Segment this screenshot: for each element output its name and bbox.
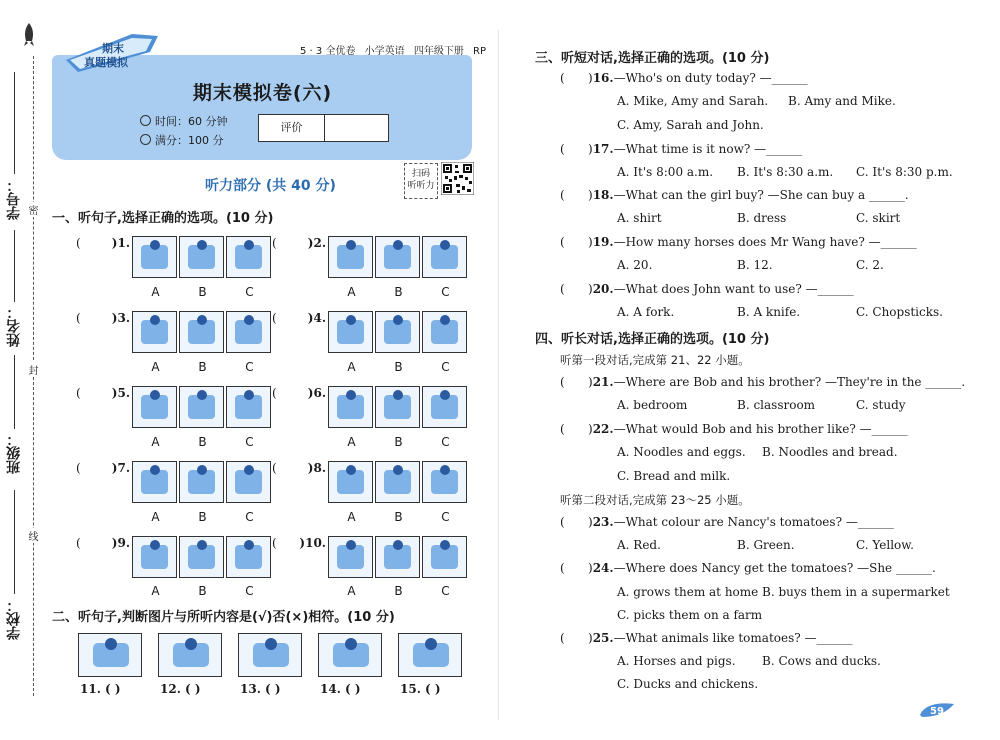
option-a[interactable]: A. shirt: [617, 211, 662, 225]
option-a[interactable]: A. bedroom: [617, 398, 688, 412]
picture-question-5: [76, 386, 273, 428]
question-number: )3.: [111, 311, 130, 325]
option-a[interactable]: A. It's 8:00 a.m.: [617, 165, 714, 179]
option-letters: A B C: [347, 584, 450, 598]
question-number: )2.: [307, 236, 326, 250]
answer-paren[interactable]: (: [560, 235, 565, 249]
option-c[interactable]: C. study: [856, 398, 906, 412]
question-number: )10.: [299, 536, 326, 550]
picture-option-b[interactable]: [179, 461, 224, 503]
question-number: 22.: [592, 422, 614, 436]
question-22: ( )22.—What would Bob and his brother like? —______: [560, 422, 908, 436]
answer-paren[interactable]: (: [560, 142, 565, 156]
option-c[interactable]: C. Ducks and chickens.: [617, 677, 759, 691]
answer-paren[interactable]: (: [560, 71, 565, 85]
picture-question-2: [272, 236, 469, 278]
option-c[interactable]: C. Yellow.: [856, 538, 914, 552]
question-number: 23.: [592, 515, 614, 529]
badge-line1: 期末: [102, 42, 124, 55]
name-label: 姓名：: [6, 305, 22, 347]
picture-option-a[interactable]: [328, 386, 373, 428]
question-text: —What animals like tomatoes? —______: [613, 631, 853, 645]
exam-time-text: 时间：60 分钟: [155, 115, 228, 128]
seal-mark: 线: [27, 528, 40, 543]
class-blank[interactable]: [14, 355, 15, 429]
picture-option-c[interactable]: [226, 461, 271, 503]
exam-time: [140, 113, 228, 129]
picture-option-a[interactable]: [132, 461, 177, 503]
option-b[interactable]: B. Green.: [737, 538, 795, 552]
section3-heading: 三、听短对话,选择正确的选项。(10 分): [535, 51, 770, 66]
section1-heading: 一、听句子,选择正确的选项。(10 分): [52, 211, 274, 226]
question-16: ( )16.—Who's on duty today? —______: [560, 71, 808, 85]
judge-picture[interactable]: [78, 633, 142, 677]
question-25: ( )25.—What animals like tomatoes? —______: [560, 631, 853, 645]
answer-paren[interactable]: (: [560, 282, 565, 296]
exam-score-text: 满分：100 分: [155, 134, 224, 147]
picture-option-b[interactable]: [375, 236, 420, 278]
picture-option-b[interactable]: [375, 386, 420, 428]
option-a[interactable]: A. Horses and pigs.: [617, 654, 736, 668]
picture-option-c[interactable]: [422, 386, 467, 428]
option-letters: A B C: [151, 510, 254, 524]
grade-label: 评价: [259, 115, 325, 141]
question-text: —What can the girl buy? —She can buy a ______.: [613, 188, 909, 202]
scan-line1: 扫码: [411, 169, 430, 179]
question-text: —Where are Bob and his brother? —They're in the ______.: [613, 375, 966, 389]
option-c[interactable]: C. Amy, Sarah and John.: [617, 118, 764, 132]
question-number: )5.: [111, 386, 130, 400]
seal-mark: 封: [27, 362, 40, 377]
picture-question-3: [76, 311, 273, 353]
grade-box: [258, 114, 389, 142]
option-c[interactable]: C. Bread and milk.: [617, 469, 731, 483]
picture-option-c[interactable]: [422, 236, 467, 278]
answer-paren[interactable]: (: [76, 461, 81, 475]
picture-question-6: [272, 386, 469, 428]
picture-option-c[interactable]: [422, 461, 467, 503]
page-number: 59: [930, 706, 944, 717]
dialogue-1-instruction: 听第一段对话,完成第 21、22 小题。: [560, 353, 750, 367]
question-21: ( )21.—Where are Bob and his brother? —They're in the ______.: [560, 375, 966, 389]
series-grade: 四年级下册: [413, 46, 464, 57]
answer-paren[interactable]: (: [272, 536, 277, 550]
option-letters: A B C: [151, 584, 254, 598]
option-a[interactable]: A. Noodles and eggs.: [617, 445, 746, 459]
picture-option-c[interactable]: [226, 536, 271, 578]
option-c[interactable]: C. 2.: [856, 258, 884, 272]
picture-option-a[interactable]: [132, 236, 177, 278]
picture-option-b[interactable]: [375, 536, 420, 578]
page-number-badge: [918, 701, 956, 719]
answer-paren[interactable]: (: [560, 375, 565, 389]
qr-code-icon[interactable]: [441, 162, 474, 195]
seal-mark: 密: [27, 202, 40, 217]
name-blank[interactable]: [14, 230, 15, 302]
badge-line2: 真题模拟: [84, 56, 128, 69]
picture-option-c[interactable]: [226, 236, 271, 278]
picture-option-b[interactable]: [179, 536, 224, 578]
question-number: 18.: [592, 188, 614, 202]
picture-question-1: [76, 236, 273, 278]
option-b[interactable]: B. Cows and ducks.: [762, 654, 881, 668]
question-23: ( )23.—What colour are Nancy's tomatoes? —______: [560, 515, 894, 529]
option-letters: A B C: [347, 435, 450, 449]
series-name: 5 · 3 全优卷: [300, 46, 356, 57]
answer-paren[interactable]: (: [560, 631, 565, 645]
option-letters: A B C: [151, 285, 254, 299]
picture-option-a[interactable]: [328, 311, 373, 353]
grade-field[interactable]: [325, 115, 388, 141]
column-divider: [498, 30, 499, 720]
question-19: ( )19.—How many horses does Mr Wang have? —______: [560, 235, 917, 249]
school-label: 学校：: [6, 598, 22, 640]
judge-picture[interactable]: [238, 633, 302, 677]
question-number: 16.: [592, 71, 614, 85]
picture-option-a[interactable]: [328, 236, 373, 278]
school-blank[interactable]: [14, 490, 15, 594]
question-text: —What time is it now? —______: [613, 142, 803, 156]
picture-option-b[interactable]: [179, 386, 224, 428]
question-text: —What does John want to use? —______: [613, 282, 854, 296]
question-number: )4.: [307, 311, 326, 325]
option-letters: A B C: [347, 510, 450, 524]
option-a[interactable]: A. Mike, Amy and Sarah.: [617, 94, 769, 108]
binding-margin: [0, 0, 48, 740]
answer-paren[interactable]: (: [560, 561, 565, 575]
question-17: ( )17.—What time is it now? —______: [560, 142, 803, 156]
option-a[interactable]: A. Red.: [617, 538, 661, 552]
option-b[interactable]: B. classroom: [737, 398, 816, 412]
class-label: 班级：: [6, 432, 22, 474]
answer-paren[interactable]: (: [560, 515, 565, 529]
question-18: ( )18.—What can the girl buy? —She can buy a ______.: [560, 188, 909, 202]
listening-title: 听力部分 (共 40 分): [205, 178, 336, 194]
series-edition: RP: [473, 46, 486, 57]
picture-question-4: [272, 311, 469, 353]
option-b[interactable]: B. Noodles and bread.: [762, 445, 898, 459]
option-a[interactable]: A. A fork.: [617, 305, 675, 319]
question-number: )1.: [111, 236, 130, 250]
judge-picture[interactable]: [158, 633, 222, 677]
question-number: 21.: [592, 375, 614, 389]
option-b[interactable]: B. Amy and Mike.: [788, 94, 896, 108]
answer-paren[interactable]: (: [272, 461, 277, 475]
dialogue-2-instruction: 听第二段对话,完成第 23～25 小题。: [560, 493, 750, 507]
picture-option-a[interactable]: [132, 536, 177, 578]
judge-answer-13[interactable]: 13. ( ): [240, 682, 281, 696]
scan-hint: [404, 163, 438, 199]
section4-heading: 四、听长对话,选择正确的选项。(10 分): [535, 332, 770, 347]
answer-paren[interactable]: (: [76, 311, 81, 325]
question-20: ( )20.—What does John want to use? —______: [560, 282, 854, 296]
judge-answer-11[interactable]: 11. ( ): [80, 682, 121, 696]
option-c[interactable]: C. picks them on a farm: [617, 608, 763, 622]
picture-option-c[interactable]: [422, 536, 467, 578]
question-number: 19.: [592, 235, 614, 249]
picture-option-c[interactable]: [226, 311, 271, 353]
option-c[interactable]: C. skirt: [856, 211, 901, 225]
picture-option-b[interactable]: [375, 311, 420, 353]
picture-question-9: [76, 536, 273, 578]
picture-option-a[interactable]: [328, 461, 373, 503]
question-text: —Where does Nancy get the tomatoes? —She ______.: [613, 561, 936, 575]
picture-option-c[interactable]: [226, 386, 271, 428]
section2-heading: 二、听句子,判断图片与所听内容是(√)否(×)相符。(10 分): [52, 610, 395, 625]
option-b[interactable]: B. 12.: [737, 258, 773, 272]
question-text: —What colour are Nancy's tomatoes? —______: [613, 515, 894, 529]
judge-picture[interactable]: [398, 633, 462, 677]
series-subject: 小学英语: [364, 46, 405, 57]
judge-picture[interactable]: [318, 633, 382, 677]
picture-option-b[interactable]: [375, 461, 420, 503]
option-b[interactable]: B. dress: [737, 211, 787, 225]
option-letters: A B C: [347, 285, 450, 299]
question-number: )8.: [307, 461, 326, 475]
rocket-badge-icon: [62, 30, 162, 74]
question-text: —How many horses does Mr Wang have? —______: [613, 235, 917, 249]
option-c[interactable]: C. It's 8:30 p.m.: [856, 165, 953, 179]
check-circle-icon: [140, 134, 151, 145]
question-24: ( )24.—Where does Nancy get the tomatoes? —She ______.: [560, 561, 936, 575]
picture-question-7: [76, 461, 273, 503]
scan-line2: 听听力: [407, 181, 435, 191]
answer-paren[interactable]: (: [272, 386, 277, 400]
question-number: )6.: [307, 386, 326, 400]
picture-question-10: [272, 536, 469, 578]
option-letters: A B C: [347, 360, 450, 374]
clock-icon: [140, 115, 151, 126]
answer-paren[interactable]: (: [560, 188, 565, 202]
page-title: 期末模拟卷(六): [192, 82, 333, 104]
option-b[interactable]: B. buys them in a supermarket: [762, 585, 950, 599]
answer-paren[interactable]: (: [272, 236, 277, 250]
answer-paren[interactable]: (: [76, 536, 81, 550]
question-number: )7.: [111, 461, 130, 475]
picture-option-a[interactable]: [132, 311, 177, 353]
series-info: [300, 42, 492, 57]
question-number: )9.: [111, 536, 130, 550]
picture-option-b[interactable]: [179, 236, 224, 278]
question-number: 20.: [592, 282, 614, 296]
picture-option-b[interactable]: [179, 311, 224, 353]
option-b[interactable]: B. It's 8:30 a.m.: [737, 165, 834, 179]
picture-option-a[interactable]: [132, 386, 177, 428]
picture-option-c[interactable]: [422, 311, 467, 353]
picture-option-a[interactable]: [328, 536, 373, 578]
option-c[interactable]: C. Chopsticks.: [856, 305, 943, 319]
question-text: —Who's on duty today? —______: [613, 71, 808, 85]
option-b[interactable]: B. A knife.: [737, 305, 801, 319]
answer-paren[interactable]: (: [76, 236, 81, 250]
student-number-label: 学号：: [6, 178, 22, 220]
option-letters: A B C: [151, 360, 254, 374]
option-letters: A B C: [151, 435, 254, 449]
answer-paren[interactable]: (: [560, 422, 565, 436]
question-text: —What would Bob and his brother like? —______: [613, 422, 908, 436]
judge-answer-15[interactable]: 15. ( ): [400, 682, 441, 696]
rocket-icon: [22, 22, 36, 48]
judge-answer-14[interactable]: 14. ( ): [320, 682, 361, 696]
picture-question-8: [272, 461, 469, 503]
answer-paren[interactable]: (: [272, 311, 277, 325]
option-a[interactable]: A. grows them at home: [617, 585, 759, 599]
judge-answer-12[interactable]: 12. ( ): [160, 682, 201, 696]
option-a[interactable]: A. 20.: [617, 258, 653, 272]
question-number: 17.: [592, 142, 614, 156]
question-number: 24.: [592, 561, 614, 575]
question-number: 25.: [592, 631, 614, 645]
exam-score: [140, 132, 224, 148]
answer-paren[interactable]: (: [76, 386, 81, 400]
